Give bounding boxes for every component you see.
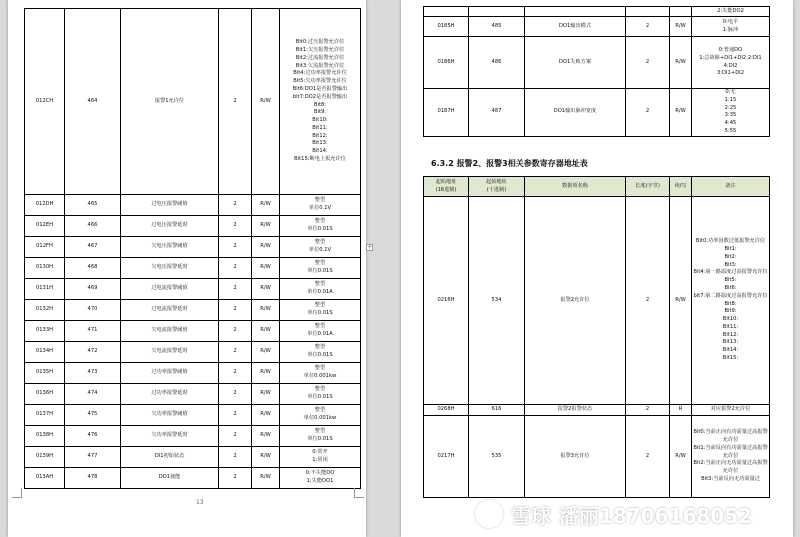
name-cell: DO1失败方案 bbox=[525, 37, 626, 89]
crop-mark bbox=[12, 488, 22, 498]
table-row bbox=[424, 89, 770, 137]
hex-addr-cell: 0268H bbox=[424, 405, 469, 416]
hex-addr-cell: 012FH bbox=[25, 237, 65, 258]
document-page-left bbox=[8, 0, 366, 537]
hex-addr-cell: 0133H bbox=[25, 321, 65, 342]
length-cell: 2 bbox=[626, 405, 670, 416]
note-cell: 整型 单位0.01S bbox=[280, 426, 361, 447]
length-cell: 2 bbox=[626, 416, 670, 498]
length-cell: 2 bbox=[219, 468, 252, 489]
note-cell: 整型 单位0.01A bbox=[280, 279, 361, 300]
note-cell: 整型 单位0.1V bbox=[280, 195, 361, 216]
dec-addr-cell: 468 bbox=[65, 258, 121, 279]
table-row bbox=[25, 258, 361, 279]
length-cell: 2 bbox=[626, 89, 670, 137]
dec-addr-cell: 467 bbox=[65, 237, 121, 258]
rw-cell: R/W bbox=[670, 416, 692, 498]
table-row bbox=[25, 237, 361, 258]
name-cell: 欠功率报警延时 bbox=[121, 426, 219, 447]
note-cell: Bit0:功率因数过低报警允许位 Bit1: Bit2: Bit3: Bit4:第一路温度过高报警允许位 Bit5: Bit6: bit7:第二路温度过高报警允许位 Bit8: Bit9: Bit10: Bit11: Bit12: Bit13: Bit14: Bit15: bbox=[692, 197, 770, 405]
dec-addr-cell bbox=[469, 7, 525, 17]
rw-cell: R/W bbox=[670, 37, 692, 89]
col-header-name: 数据项名称 bbox=[525, 177, 626, 197]
dec-addr-cell: 469 bbox=[65, 279, 121, 300]
table-row bbox=[424, 17, 770, 37]
rw-cell: R bbox=[670, 405, 692, 416]
rw-cell: R/W bbox=[670, 89, 692, 137]
note-cell: 整型 单位0.01S bbox=[280, 384, 361, 405]
note-cell: 整型 单位0.1V bbox=[280, 237, 361, 258]
name-cell: 报警1允许位 bbox=[121, 9, 219, 195]
dec-addr-cell: 477 bbox=[65, 447, 121, 468]
dec-addr-cell: 471 bbox=[65, 321, 121, 342]
col-header-hex-addr: 起始地址 (16进制) bbox=[424, 177, 469, 197]
expand-icon[interactable]: + bbox=[367, 244, 373, 251]
note-cell: 0:不失能DO 1:失能DO1 bbox=[280, 468, 361, 489]
length-cell: 2 bbox=[219, 426, 252, 447]
table-row bbox=[424, 197, 770, 405]
name-cell: 过功率报警延时 bbox=[121, 384, 219, 405]
name-cell: 过电压报警阈值 bbox=[121, 195, 219, 216]
name-cell: 报警2允许位 bbox=[525, 197, 626, 405]
dec-addr-cell: 470 bbox=[65, 300, 121, 321]
name-cell: 报警2报警状态 bbox=[525, 405, 626, 416]
note-cell: 整型 单位0.01S bbox=[280, 216, 361, 237]
crop-mark bbox=[354, 488, 364, 498]
name-cell: 过电压报警延时 bbox=[121, 216, 219, 237]
length-cell: 2 bbox=[219, 405, 252, 426]
note-cell: Bit0:过压报警允许位 Bit1:欠压报警允许位 Bit2:过流报警允许位 Bit3:欠流报警允许位 Bit4:过功率报警允许位 Bit5:欠功率报警允许位 Bit6:DO1是否报警输出 bit7:DO2是否报警输出 Bit8: Bit9: Bit10: Bit11: Bit12: Bit13: Bit14: Bit15:断电上报允许位 bbox=[280, 9, 361, 195]
register-table-alarm1 bbox=[24, 8, 361, 489]
hex-addr-cell: 0137H bbox=[25, 405, 65, 426]
name-cell: DI1初始状态 bbox=[121, 447, 219, 468]
length-cell: 2 bbox=[219, 258, 252, 279]
length-cell: 2 bbox=[219, 384, 252, 405]
note-cell: 整型 单位0.01S bbox=[280, 258, 361, 279]
hex-addr-cell: 0139H bbox=[25, 447, 65, 468]
length-cell: 2 bbox=[626, 197, 670, 405]
name-cell: 欠功率报警阈值 bbox=[121, 405, 219, 426]
hex-addr-cell: 012DH bbox=[25, 195, 65, 216]
section-heading: 6.3.2 报警2、报警3相关参数寄存器地址表 bbox=[431, 159, 588, 168]
table-row bbox=[25, 447, 361, 468]
table-row bbox=[25, 195, 361, 216]
dec-addr-cell: 616 bbox=[469, 405, 525, 416]
table-row bbox=[25, 426, 361, 447]
dec-addr-cell: 478 bbox=[65, 468, 121, 489]
table-row bbox=[424, 37, 770, 89]
table-row bbox=[25, 321, 361, 342]
register-table-do1 bbox=[423, 6, 770, 137]
dec-addr-cell: 475 bbox=[65, 405, 121, 426]
hex-addr-cell: 0217H bbox=[424, 416, 469, 498]
note-cell: 整型 单位0.01S bbox=[280, 342, 361, 363]
rw-cell: R/W bbox=[252, 279, 280, 300]
col-header-dec-addr: 起始地址 (十进制) bbox=[469, 177, 525, 197]
table-row bbox=[25, 279, 361, 300]
dec-addr-cell: 473 bbox=[65, 363, 121, 384]
note-cell: 0:电平 1:脉冲 bbox=[692, 17, 770, 37]
rw-cell: R/W bbox=[252, 384, 280, 405]
register-table-alarm2-3 bbox=[423, 176, 770, 498]
rw-cell: R/W bbox=[252, 405, 280, 426]
col-header-note: 备注 bbox=[692, 177, 770, 197]
name-cell: 欠电流报警阈值 bbox=[121, 321, 219, 342]
hex-addr-cell: 0138H bbox=[25, 426, 65, 447]
table-row bbox=[25, 405, 361, 426]
dec-addr-cell: 534 bbox=[469, 197, 525, 405]
col-header-rw: 读/写 bbox=[670, 177, 692, 197]
hex-addr-cell: 0134H bbox=[25, 342, 65, 363]
dec-addr-cell: 472 bbox=[65, 342, 121, 363]
length-cell: 2 bbox=[219, 279, 252, 300]
length-cell: 2 bbox=[219, 237, 252, 258]
dec-addr-cell: 476 bbox=[65, 426, 121, 447]
watermark bbox=[475, 500, 752, 528]
dec-addr-cell: 465 bbox=[65, 195, 121, 216]
name-cell: DO1输出脉冲宽度 bbox=[525, 89, 626, 137]
dec-addr-cell: 474 bbox=[65, 384, 121, 405]
name-cell: 过功率报警阈值 bbox=[121, 363, 219, 384]
rw-cell: R/W bbox=[670, 17, 692, 37]
dec-addr-cell: 486 bbox=[469, 37, 525, 89]
name-cell: DO1输出模式 bbox=[525, 17, 626, 37]
table-row bbox=[25, 216, 361, 237]
table-header-row bbox=[424, 177, 770, 197]
table-row bbox=[424, 405, 770, 416]
length-cell: 2 bbox=[626, 37, 670, 89]
rw-cell: R/W bbox=[252, 258, 280, 279]
note-cell: Bit0:当前正向有功需量过高报警允许位 Bit1:当前反向有功需量过高报警允许位 Bit2:当前正向无功需量过高报警允许位 Bit3:当前反向无功需量过 bbox=[692, 416, 770, 498]
name-cell: DO1使能 bbox=[121, 468, 219, 489]
table-row bbox=[424, 7, 770, 17]
name-cell: 欠电压报警阈值 bbox=[121, 237, 219, 258]
table-row bbox=[25, 384, 361, 405]
dec-addr-cell: 466 bbox=[65, 216, 121, 237]
hex-addr-cell: 0185H bbox=[424, 17, 469, 37]
page-number: 13 bbox=[196, 499, 204, 506]
dec-addr-cell: 487 bbox=[469, 89, 525, 137]
name-cell: 欠电流报警延时 bbox=[121, 342, 219, 363]
hex-addr-cell: 012EH bbox=[25, 216, 65, 237]
hex-addr-cell: 0131H bbox=[25, 279, 65, 300]
name-cell bbox=[525, 7, 626, 17]
rw-cell: R/W bbox=[252, 216, 280, 237]
hex-addr-cell: 0135H bbox=[25, 363, 65, 384]
rw-cell: R/W bbox=[670, 197, 692, 405]
name-cell: 过电流报警延时 bbox=[121, 300, 219, 321]
rw-cell bbox=[670, 7, 692, 17]
table-row bbox=[424, 416, 770, 498]
length-cell: 2 bbox=[219, 447, 252, 468]
dec-addr-cell: 535 bbox=[469, 416, 525, 498]
rw-cell: R/W bbox=[252, 426, 280, 447]
name-cell: 欠电压报警延时 bbox=[121, 258, 219, 279]
note-cell: 0:常开 1:常闭 bbox=[280, 447, 361, 468]
length-cell: 2 bbox=[219, 195, 252, 216]
rw-cell: R/W bbox=[252, 237, 280, 258]
length-cell: 2 bbox=[626, 17, 670, 37]
hex-addr-cell bbox=[424, 7, 469, 17]
table-row bbox=[25, 9, 361, 195]
hex-addr-cell: 0186H bbox=[424, 37, 469, 89]
note-cell: 整型 单位0.001kw bbox=[280, 405, 361, 426]
rw-cell: R/W bbox=[252, 342, 280, 363]
table-row bbox=[25, 300, 361, 321]
rw-cell: R/W bbox=[252, 363, 280, 384]
dec-addr-cell: 485 bbox=[469, 17, 525, 37]
note-cell: 整型 单位0.01A bbox=[280, 321, 361, 342]
hex-addr-cell: 0187H bbox=[424, 89, 469, 137]
note-cell: 整型 单位0.01S bbox=[280, 300, 361, 321]
watermark-author: 潘丽18706168052 bbox=[559, 503, 753, 528]
length-cell: 2 bbox=[219, 342, 252, 363]
note-cell: 0:普通DO 1:总故障+DI1+DI2 2:DI1 4:DI2 3:DI1+DI2 bbox=[692, 37, 770, 89]
rw-cell: R/W bbox=[252, 447, 280, 468]
rw-cell: R/W bbox=[252, 9, 280, 195]
hex-addr-cell: 0132H bbox=[25, 300, 65, 321]
page-gutter bbox=[371, 0, 395, 537]
rw-cell: R/W bbox=[252, 321, 280, 342]
rw-cell: R/W bbox=[252, 468, 280, 489]
hex-addr-cell: 0136H bbox=[25, 384, 65, 405]
hex-addr-cell: 012CH bbox=[25, 9, 65, 195]
hex-addr-cell: 0216H bbox=[424, 197, 469, 405]
hex-addr-cell: 013AH bbox=[25, 468, 65, 489]
rw-cell: R/W bbox=[252, 195, 280, 216]
dec-addr-cell: 464 bbox=[65, 9, 121, 195]
length-cell: 2 bbox=[219, 300, 252, 321]
table-row bbox=[25, 363, 361, 384]
table-row bbox=[25, 342, 361, 363]
length-cell: 2 bbox=[219, 363, 252, 384]
rw-cell: R/W bbox=[252, 300, 280, 321]
note-cell: 2:失能DO2 bbox=[692, 7, 770, 17]
length-cell: 2 bbox=[219, 9, 252, 195]
name-cell: 报警3允许位 bbox=[525, 416, 626, 498]
snowball-logo-icon bbox=[475, 500, 503, 528]
hex-addr-cell: 0130H bbox=[25, 258, 65, 279]
col-header-length: 长度(字节) bbox=[626, 177, 670, 197]
note-cell: 对应报警2允许位 bbox=[692, 405, 770, 416]
length-cell bbox=[626, 7, 670, 17]
watermark-brand: 雪球 bbox=[511, 503, 551, 528]
table-row bbox=[25, 468, 361, 489]
name-cell: 过电流报警阈值 bbox=[121, 279, 219, 300]
note-cell: 0:无 1:15 2:25 3:35 4:45 5:55 bbox=[692, 89, 770, 137]
note-cell: 整型 单位0.001kw bbox=[280, 363, 361, 384]
length-cell: 2 bbox=[219, 321, 252, 342]
document-page-right bbox=[401, 0, 793, 537]
length-cell: 2 bbox=[219, 216, 252, 237]
